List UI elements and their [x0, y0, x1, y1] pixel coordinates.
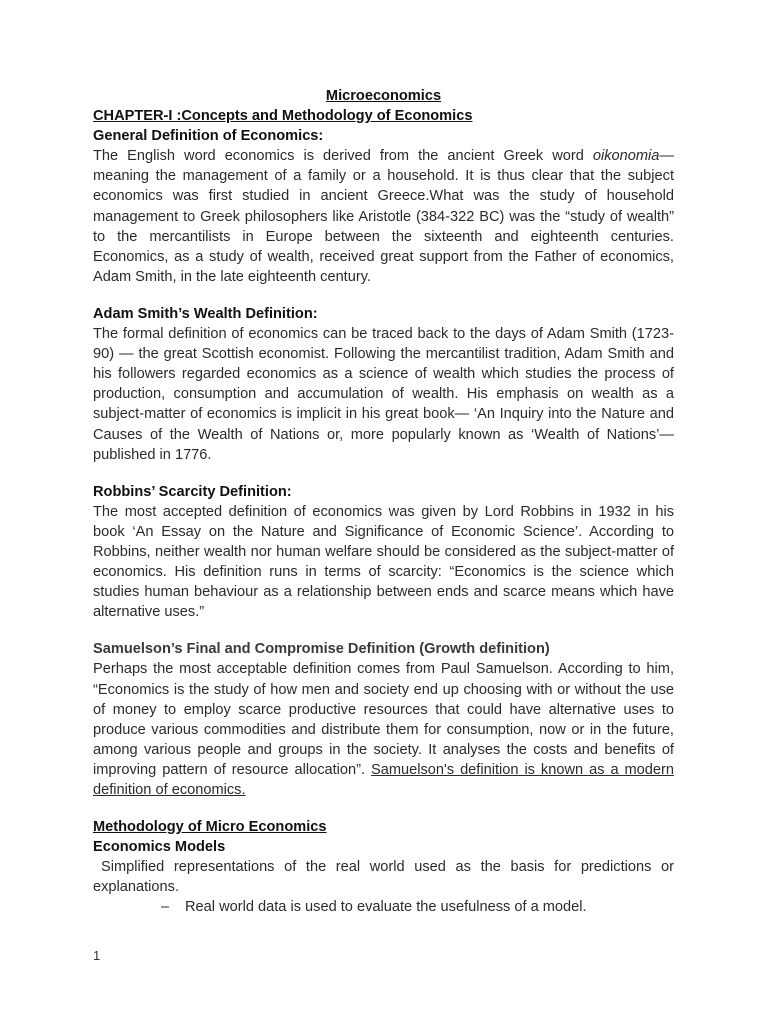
subheading-economics-models: Economics Models — [93, 839, 226, 856]
underlined-sentence: Samuelson's definition is known as a modern definition of economics. — [93, 761, 675, 798]
paragraph-text: Perhaps the most acceptable definition comes from Paul Samuelson. According to him, “Economics is the study of how men and society end up choosing with or without the use of money to employ scarce productive resources that could have alternative uses to produce various commodities and distribute them for consumption, now or in the future, among various people and groups in the society. It analyses the costs and benefits of improving pattern of resource allocation”. — [93, 661, 674, 778]
section-heading-methodology: Methodology of Micro Economics — [93, 819, 327, 836]
dash-bullet: – — [161, 899, 170, 916]
paragraph-text: —meaning the management of a family or a household. It is thus clear that the subject economics was first studied in ancient Greece.What was the study of household management to Greek philosophers like Aristotle (384-322 BC) was the “study of wealth” to the mercantilists in Europe between the sixteenth and eighteenth centuries. Economics, as a study of wealth, received great support from the Father of economics, Adam Smith, in the late eighteenth century. — [93, 148, 674, 285]
paragraph-adam-smith: The formal definition of economics can be traced back to the days of Adam Smith (1723-90) — the great Scottish economist. Following the mercantilist tradition, Adam Smith and his followers regarded economics as a science of wealth which studies the process of production, consumption and accumulation of wealth. His emphasis on wealth as a subject-matter of economics is implicit in his great book— ‘An Inquiry into the Nature and Causes of the Wealth of Nations or, more popularly known as ‘Wealth of Nations’—published in 1776. — [93, 326, 674, 463]
page-number: 1 — [93, 948, 101, 963]
list-item — [93, 897, 674, 917]
paragraph-robbins: The most accepted definition of economics was given by Lord Robbins in 1932 in his book ‘An Essay on the Nature and Significance of Economic Science’. According to Robbins, neither wealth nor human welfare should be considered as the subject-matter of economics. His definition runs in terms of scarcity: “Economics is the science which studies human behaviour as a relationship between ends and scarce means which have alternative uses.” — [93, 503, 674, 621]
section-heading-adam-smith: Adam Smith’s Wealth Definition: — [93, 305, 318, 322]
document-title: Microeconomics — [325, 88, 442, 104]
chapter-heading: CHAPTER-I :Concepts and Methodology of Economics — [93, 108, 473, 125]
paragraph-text: The English word economics is derived from the ancient Greek word — [93, 148, 593, 165]
list-item-text: Real world data is used to evaluate the usefulness of a model. — [185, 899, 587, 916]
italic-term: oikonomia — [592, 148, 660, 165]
paragraph-economics-models: Simplified representations of the real world used as the basis for predictions or explanations. — [93, 859, 674, 896]
paragraph-samuelson — [93, 659, 674, 800]
section-heading-general-definition: General Definition of Economics: — [93, 128, 324, 145]
paragraph-general-definition — [93, 146, 674, 287]
section-heading-robbins: Robbins’ Scarcity Definition: — [93, 483, 292, 500]
section-heading-samuelson: Samuelson’s Final and Compromise Definition (Growth definition) — [93, 641, 550, 658]
document-page — [93, 86, 674, 918]
